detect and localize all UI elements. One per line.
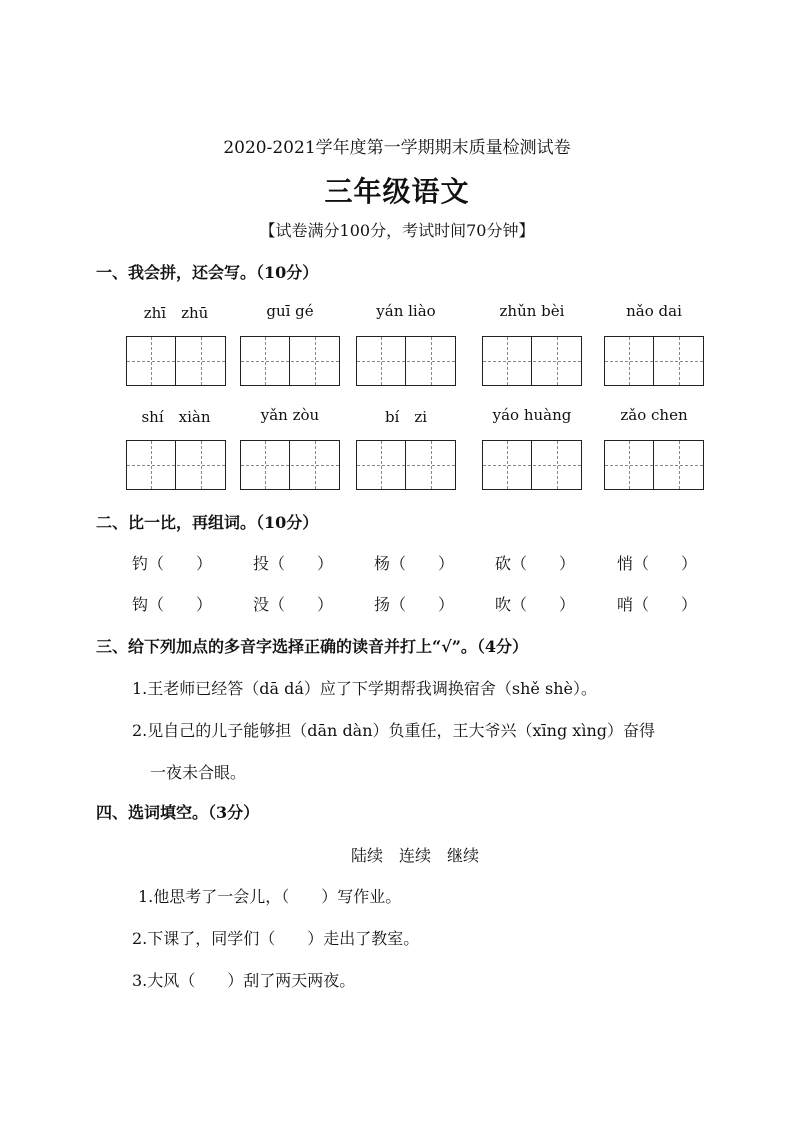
fill-blank-item[interactable]: 2.下课了，同学们（ ）走出了教室。 bbox=[132, 929, 420, 948]
writing-grid[interactable] bbox=[356, 440, 456, 490]
compare-word-item[interactable]: 扬（ ） bbox=[374, 595, 455, 614]
compare-word-item[interactable]: 没（ ） bbox=[253, 595, 334, 614]
writing-grid[interactable] bbox=[482, 440, 582, 490]
pinyin-label: nǎo dai bbox=[626, 302, 682, 320]
exam-note: 【试卷满分100分，考试时间70分钟】 bbox=[259, 221, 535, 240]
word-options: 陆续 连续 继续 bbox=[351, 846, 480, 865]
pinyin-label: zǎo chen bbox=[620, 406, 688, 424]
writing-grid[interactable] bbox=[356, 336, 456, 386]
pinyin-label: bí zi bbox=[384, 408, 428, 426]
section4-heading: 四、选词填空。（3分） bbox=[96, 803, 260, 822]
section1-heading: 一、我会拼，还会写。（10分） bbox=[96, 263, 319, 282]
compare-word-item[interactable]: 哨（ ） bbox=[617, 595, 698, 614]
question-item-continuation: 一夜未合眼。 bbox=[150, 763, 247, 782]
writing-grid[interactable] bbox=[482, 336, 582, 386]
pinyin-label: zhī zhū bbox=[143, 304, 209, 322]
question-item[interactable]: 2.见自己的儿子能够担（dān dàn）负重任，王大爷兴（xīng xìng）奋得 bbox=[132, 721, 655, 740]
section3-heading: 三、给下列加点的多音字选择正确的读音并打上“√”。（4分） bbox=[96, 637, 529, 656]
question-item[interactable]: 1.王老师已经答（dā dá）应了下学期帮我调换宿舍（shě shè）。 bbox=[132, 679, 597, 698]
pinyin-label: yán liào bbox=[376, 302, 436, 320]
writing-grid[interactable] bbox=[240, 440, 340, 490]
exam-title: 2020-2021学年度第一学期期末质量检测试卷 bbox=[223, 138, 571, 158]
writing-grid[interactable] bbox=[604, 440, 704, 490]
writing-grid[interactable] bbox=[126, 336, 226, 386]
pinyin-label: yáo huàng bbox=[492, 406, 572, 424]
pinyin-label: zhǔn bèi bbox=[499, 302, 565, 320]
compare-word-item[interactable]: 钓（ ） bbox=[132, 554, 213, 573]
subject-title: 三年级语文 bbox=[324, 175, 470, 208]
fill-blank-item[interactable]: 3.大风（ ）刮了两天两夜。 bbox=[132, 971, 356, 990]
section2-heading: 二、比一比，再组词。（10分） bbox=[96, 513, 319, 532]
fill-blank-item[interactable]: 1.他思考了一会儿，（ ）写作业。 bbox=[138, 887, 402, 906]
compare-word-item[interactable]: 投（ ） bbox=[253, 554, 334, 573]
writing-grid[interactable] bbox=[126, 440, 226, 490]
writing-grid[interactable] bbox=[604, 336, 704, 386]
compare-word-item[interactable]: 悄（ ） bbox=[617, 554, 698, 573]
compare-word-item[interactable]: 钩（ ） bbox=[132, 595, 213, 614]
compare-word-item[interactable]: 杨（ ） bbox=[374, 554, 455, 573]
pinyin-label: shí xiàn bbox=[141, 408, 211, 426]
compare-word-item[interactable]: 砍（ ） bbox=[495, 554, 576, 573]
compare-word-item[interactable]: 吹（ ） bbox=[495, 595, 576, 614]
pinyin-label: yǎn zòu bbox=[260, 406, 320, 424]
writing-grid[interactable] bbox=[240, 336, 340, 386]
pinyin-label: guī gé bbox=[266, 302, 314, 320]
